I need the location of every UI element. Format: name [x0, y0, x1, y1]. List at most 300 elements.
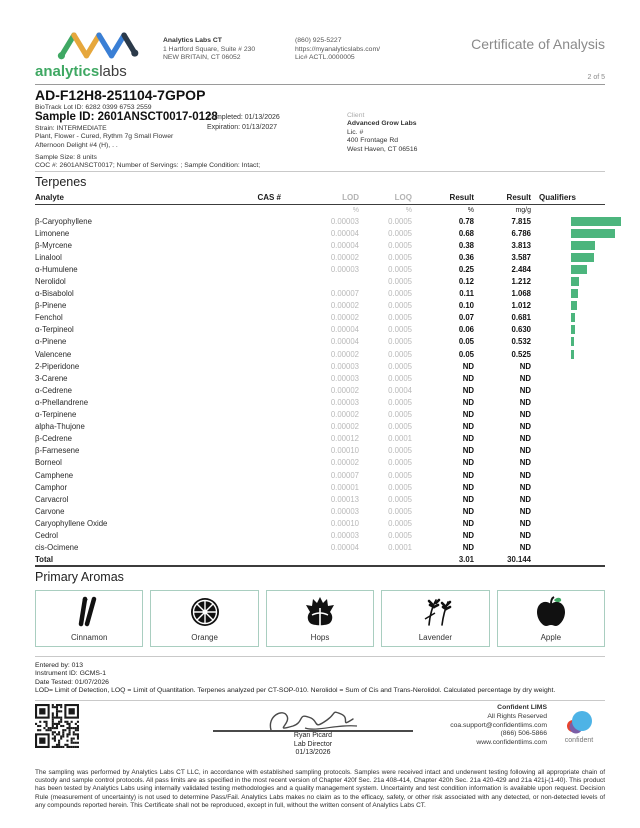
aroma-card-cinnamon: [35, 590, 143, 647]
qualifier-bar: [571, 229, 615, 238]
cell-loq: 0.0005: [388, 301, 412, 311]
cell-result-mgg: ND: [519, 410, 531, 420]
cell-analyte: Linalool: [35, 252, 62, 262]
cell-loq: 0.0005: [388, 494, 412, 504]
cell-qualifiers: [531, 253, 605, 262]
cell-loq: 0.0005: [388, 361, 412, 371]
table-row: [35, 324, 605, 336]
col-analyte: Analyte: [35, 193, 64, 202]
cell-result-pct: ND: [462, 494, 474, 504]
aroma-card-lavender: [381, 590, 489, 647]
cell-qualifiers: [531, 229, 615, 238]
cell-loq: 0.0005: [388, 349, 412, 359]
table-row: [35, 215, 605, 227]
cell-result-pct: ND: [462, 446, 474, 456]
cell-result-mgg: ND: [519, 470, 531, 480]
client-address1: 400 Frontage Rd: [347, 137, 399, 145]
lavender-icon: [415, 591, 455, 633]
client-block: [347, 112, 417, 154]
cell-analyte: α-Pinene: [35, 337, 67, 347]
cell-lod: 0.00013: [330, 494, 359, 504]
qualifier-bar: [571, 217, 621, 226]
cell-lod: 0.00002: [330, 252, 359, 262]
cell-qualifiers: [531, 519, 605, 528]
cell-analyte: α-Humulene: [35, 264, 78, 274]
table-row: [35, 239, 605, 251]
aroma-label: Cinnamon: [70, 632, 108, 642]
cell-result-mgg: 0.532: [511, 337, 531, 347]
cell-loq: 0.0005: [388, 397, 412, 407]
cell-result-mgg: ND: [519, 373, 531, 383]
cell-result-pct: 0.12: [458, 277, 474, 287]
cell-analyte: alpha-Thujone: [35, 422, 85, 432]
aroma-label: Orange: [191, 632, 218, 642]
table-row: [35, 529, 605, 541]
date-tested: Date Tested: 01/07/2026: [35, 678, 109, 686]
cell-loq: 0.0005: [388, 506, 412, 516]
cell-result-pct: ND: [462, 470, 474, 480]
mountain-zigzag-icon: [53, 28, 145, 62]
cell-loq: 0.0001: [388, 434, 412, 444]
cell-loq: 0.0005: [388, 289, 412, 299]
cell-analyte: β-Farnesene: [35, 446, 80, 456]
lab-contact-block: [295, 28, 435, 63]
instrument-id: Instrument ID: GCMS-1: [35, 670, 107, 678]
sample-size: Sample Size: 8 units: [35, 154, 97, 161]
qualifier-bar: [571, 325, 575, 334]
cell-result-pct: ND: [462, 397, 474, 407]
cell-lod: 0.00010: [330, 518, 359, 528]
total-row: [35, 554, 605, 567]
cell-loq: 0.0005: [388, 518, 412, 528]
table-row: [35, 493, 605, 505]
sample-info: [35, 85, 605, 171]
cell-result-pct: 0.25: [458, 264, 474, 274]
cell-analyte: 3-Carene: [35, 373, 68, 383]
cell-result-pct: ND: [462, 530, 474, 540]
cell-analyte: α-Cedrene: [35, 385, 73, 395]
table-row: [35, 409, 605, 421]
brand-wordmark: [35, 63, 163, 80]
confident-logo: [553, 704, 605, 744]
aroma-card-hops: [266, 590, 374, 647]
cell-qualifiers: [531, 313, 605, 322]
qualifier-bar: [571, 265, 587, 274]
client-name: Advanced Grow Labs: [347, 120, 417, 128]
cell-analyte: Fenchol: [35, 313, 63, 323]
cell-analyte: Nerolidol: [35, 277, 66, 287]
cell-analyte: Caryophyllene Oxide: [35, 518, 108, 528]
aroma-cards: [35, 590, 605, 647]
aroma-card-orange: [150, 590, 258, 647]
table-row: [35, 384, 605, 396]
cell-analyte: Cedrol: [35, 530, 58, 540]
table-header: [35, 193, 605, 205]
hops-icon: [303, 591, 337, 633]
qualifier-bar: [571, 301, 577, 310]
cell-lod: 0.00002: [330, 385, 359, 395]
aroma-label: Apple: [540, 632, 562, 642]
entered-by: Entered by: 013: [35, 661, 83, 669]
table-row: [35, 505, 605, 517]
cell-analyte: cis-Ocimene: [35, 543, 79, 553]
table-row: [35, 336, 605, 348]
table-row: [35, 517, 605, 529]
total-label: Total: [35, 554, 54, 564]
brand-analytics: analytics: [35, 63, 100, 80]
table-row: [35, 263, 605, 275]
cell-qualifiers: [531, 265, 605, 274]
qualifier-bar: [571, 289, 578, 298]
certificate-title: Certificate of Analysis: [471, 36, 605, 52]
cell-result-mgg: ND: [519, 506, 531, 516]
units-row: [35, 205, 605, 215]
cell-loq: 0.0005: [388, 264, 412, 274]
cell-lod: 0.00004: [330, 543, 359, 553]
lab-address2: NEW BRITAIN, CT 06052: [163, 54, 241, 62]
cell-analyte: β-Myrcene: [35, 240, 72, 250]
cell-result-pct: 0.11: [459, 289, 474, 299]
cell-qualifiers: [531, 434, 605, 443]
cell-result-pct: ND: [462, 458, 474, 468]
batch-code: AD-F12H8-251104-7GPOP: [35, 87, 206, 103]
cell-result-mgg: ND: [519, 543, 531, 553]
cell-qualifiers: [531, 422, 605, 431]
cell-qualifiers: [531, 350, 605, 359]
cell-loq: 0.0005: [388, 252, 412, 262]
cell-result-pct: 0.05: [458, 349, 474, 359]
cell-result-mgg: 0.525: [511, 349, 531, 359]
unit-lod: %: [352, 206, 359, 214]
cell-lod: 0.00004: [330, 240, 359, 250]
cell-loq: 0.0005: [388, 240, 412, 250]
cell-loq: 0.0005: [388, 530, 412, 540]
orange-icon: [188, 591, 222, 633]
cell-result-mgg: ND: [519, 361, 531, 371]
matrix: Plant, Flower - Cured, Rythm 7g Small Flower: [35, 133, 174, 141]
table-row: [35, 348, 605, 360]
cell-result-mgg: ND: [519, 530, 531, 540]
cell-analyte: β-Caryophyllene: [35, 216, 92, 226]
sample-dates: [207, 113, 280, 133]
cell-result-mgg: 0.630: [511, 325, 531, 335]
table-row: [35, 542, 605, 554]
signer-date: 01/13/2026: [295, 749, 331, 757]
cell-result-mgg: ND: [519, 422, 531, 432]
cell-result-mgg: ND: [519, 434, 531, 444]
cell-qualifiers: [531, 374, 605, 383]
confident-logo-icon: [564, 710, 594, 736]
table-row: [35, 421, 605, 433]
qualifier-bar: [571, 337, 574, 346]
definitions-note: LOD= Limit of Detection, LOQ = Limit of Quantitation. Terpenes analyzed per CT-SOP-010. Nerolidol = Sum of Cis and Trans-Nerolidol. Calculated percentage by dry weight.: [35, 687, 556, 695]
cell-qualifiers: [531, 362, 605, 371]
cell-result-mgg: 1.212: [511, 277, 531, 287]
cell-analyte: Camphene: [35, 470, 74, 480]
client-label: Client: [347, 112, 365, 119]
cell-lod: 0.00003: [330, 216, 359, 226]
certificate-block: [435, 28, 605, 81]
col-loq: LOQ: [394, 193, 412, 202]
cell-qualifiers: [531, 289, 605, 298]
col-qualifiers: Qualifiers: [539, 193, 576, 202]
cell-qualifiers: [531, 483, 605, 492]
lims-email-link[interactable]: coa.support@confidentlims.com: [450, 721, 547, 729]
aroma-label: Hops: [310, 632, 330, 642]
cell-result-pct: ND: [462, 543, 474, 553]
aroma-card-apple: [497, 590, 605, 647]
lims-name: Confident LIMS: [497, 704, 547, 711]
qualifier-bar: [571, 253, 594, 262]
client-address2: West Haven, CT 06516: [347, 145, 418, 153]
cell-result-mgg: 7.815: [511, 216, 531, 226]
cell-result-pct: ND: [462, 434, 474, 444]
cell-loq: 0.0004: [388, 385, 412, 395]
cell-lod: 0.00001: [330, 482, 359, 492]
table-row: [35, 457, 605, 469]
cell-loq: 0.0005: [388, 313, 412, 323]
cell-lod: 0.00004: [330, 228, 359, 238]
cell-result-pct: 0.05: [458, 337, 474, 347]
cell-qualifiers: [531, 301, 605, 310]
cell-loq: 0.0005: [388, 458, 412, 468]
cell-analyte: Carvone: [35, 506, 65, 516]
cell-qualifiers: [531, 398, 605, 407]
header: [35, 28, 605, 84]
unit-result-mgg: mg/g: [515, 206, 531, 214]
cell-result-mgg: ND: [519, 385, 531, 395]
cell-result-pct: ND: [462, 385, 474, 395]
cell-lod: 0.00003: [330, 530, 359, 540]
cell-qualifiers: [531, 337, 605, 346]
lab-license: Lic# ACTL.0000005: [295, 54, 355, 62]
lab-name: Analytics Labs CT: [163, 37, 222, 44]
strain: Strain: INTERMEDIATE: [35, 125, 107, 132]
cell-lod: 0.00003: [330, 506, 359, 516]
table-row: [35, 251, 605, 263]
cell-result-pct: 0.36: [458, 252, 474, 262]
cell-qualifiers: [531, 410, 605, 419]
table-row: [35, 481, 605, 493]
cell-result-pct: ND: [462, 361, 474, 371]
cell-result-mgg: 3.813: [511, 240, 531, 250]
cell-qualifiers: [531, 217, 621, 226]
table-row: [35, 396, 605, 408]
cell-analyte: α-Phellandrene: [35, 397, 89, 407]
cell-qualifiers: [531, 446, 605, 455]
signature-block: [199, 704, 427, 758]
unit-loq: %: [405, 206, 412, 214]
lab-address-block: [163, 28, 295, 63]
cell-lod: 0.00002: [330, 410, 359, 420]
cell-result-mgg: 6.786: [511, 228, 531, 238]
cell-qualifiers: [531, 277, 605, 286]
coc-number: COC #: 2601ANSCT0017; Number of Servings: ; Sample Condition: Intact;: [35, 162, 261, 170]
cell-lod: 0.00012: [330, 434, 359, 444]
cell-loq: 0.0005: [388, 373, 412, 383]
cell-result-pct: ND: [462, 422, 474, 432]
signer-title: Lab Director: [293, 740, 333, 748]
cell-lod: 0.00004: [330, 337, 359, 347]
col-cas: CAS #: [257, 193, 281, 202]
cell-qualifiers: [531, 325, 605, 334]
cell-result-mgg: 1.068: [511, 289, 531, 299]
cell-result-pct: 0.10: [458, 301, 474, 311]
cell-result-mgg: 0.681: [511, 313, 531, 323]
cell-loq: 0.0005: [388, 470, 412, 480]
cell-qualifiers: [531, 495, 605, 504]
cell-analyte: α-Bisabolol: [35, 289, 74, 299]
cell-analyte: β-Pinene: [35, 301, 67, 311]
cell-analyte: 2-Piperidone: [35, 361, 80, 371]
unit-result-pct: %: [467, 206, 474, 214]
cell-result-pct: ND: [462, 482, 474, 492]
table-row: [35, 227, 605, 239]
cell-lod: 0.00003: [330, 361, 359, 371]
lims-rights: All Rights Reserved: [487, 712, 547, 720]
table-row: [35, 275, 605, 287]
table-row: [35, 312, 605, 324]
cell-result-mgg: ND: [519, 494, 531, 504]
footer-notes: [35, 657, 605, 700]
cell-loq: 0.0005: [388, 228, 412, 238]
product-name: Afternoon Delight #4 (H), . .: [35, 141, 118, 149]
cell-result-pct: ND: [462, 506, 474, 516]
cell-qualifiers: [531, 507, 605, 516]
cell-lod: 0.00002: [330, 458, 359, 468]
lims-block: [427, 704, 547, 748]
cell-result-pct: ND: [462, 410, 474, 420]
cell-qualifiers: [531, 458, 605, 467]
cell-lod: 0.00010: [330, 446, 359, 456]
total-result-pct: 3.01: [458, 554, 474, 564]
aromas-section-title: Primary Aromas: [35, 569, 124, 584]
lab-website-link[interactable]: https://myanalyticslabs.com/: [295, 45, 380, 53]
apple-icon: [534, 591, 568, 633]
client-license: Lic. #: [347, 128, 364, 136]
sample-size-block: [35, 154, 260, 171]
cell-loq: 0.0001: [388, 543, 412, 553]
sample-id: Sample ID: 2601ANSCT0017-0128: [35, 111, 218, 123]
page-number: 2 of 5: [587, 74, 605, 81]
cell-loq: 0.0005: [388, 325, 412, 335]
lab-address1: 1 Hartford Square, Suite # 230: [163, 45, 256, 53]
cell-qualifiers: [531, 531, 605, 540]
cell-analyte: α-Terpineol: [35, 325, 74, 335]
cell-result-pct: 0.07: [458, 313, 474, 323]
cell-lod: 0.00002: [330, 313, 359, 323]
cell-analyte: Valencene: [35, 349, 72, 359]
table-row: [35, 360, 605, 372]
table-row: [35, 288, 605, 300]
signer-name: Ryan Picard: [293, 732, 333, 739]
cell-result-mgg: ND: [519, 446, 531, 456]
cell-result-mgg: ND: [519, 397, 531, 407]
cell-analyte: Carvacrol: [35, 494, 69, 504]
cell-loq: 0.0005: [388, 446, 412, 456]
cell-lod: 0.00007: [330, 289, 359, 299]
cinnamon-icon: [72, 591, 106, 633]
cell-lod: 0.00002: [330, 422, 359, 432]
cell-loq: 0.0005: [388, 277, 412, 287]
col-lod: LOD: [342, 193, 359, 202]
cell-lod: 0.00002: [330, 301, 359, 311]
table-row: [35, 433, 605, 445]
cell-lod: 0.00003: [330, 373, 359, 383]
qr-code: [35, 704, 79, 748]
lab-phone: (860) 925-5227: [295, 37, 342, 44]
aroma-label: Lavender: [418, 632, 453, 642]
cell-lod: 0.00002: [330, 349, 359, 359]
col-result-pct: Result: [449, 193, 474, 202]
cell-result-mgg: 1.012: [511, 301, 531, 311]
terpenes-section-title: Terpenes: [35, 175, 87, 189]
cell-loq: 0.0005: [388, 216, 412, 226]
cell-analyte: α-Terpinene: [35, 410, 77, 420]
cell-loq: 0.0005: [388, 422, 412, 432]
qualifier-bar: [571, 350, 574, 359]
terpene-rows: [35, 215, 605, 554]
cell-loq: 0.0005: [388, 482, 412, 492]
lims-phone: (866) 506-5866: [500, 730, 547, 738]
biotrack-lot-id: BioTrack Lot ID: 6282 0399 6753 2559: [35, 104, 152, 111]
cell-result-pct: 0.68: [458, 228, 474, 238]
cell-qualifiers: [531, 241, 605, 250]
cell-analyte: Camphor: [35, 482, 68, 492]
cell-analyte: Borneol: [35, 458, 62, 468]
lims-website-link[interactable]: www.confidentlims.com: [476, 739, 547, 747]
cell-qualifiers: [531, 543, 605, 552]
cell-qualifiers: [531, 471, 605, 480]
table-row: [35, 469, 605, 481]
cell-result-mgg: 3.587: [511, 252, 531, 262]
cell-lod: 0.00007: [330, 470, 359, 480]
cell-result-pct: 0.78: [458, 216, 474, 226]
completed-date: Completed: 01/13/2026: [207, 114, 280, 121]
cell-analyte: Limonene: [35, 228, 70, 238]
cell-lod: 0.00003: [330, 397, 359, 407]
cell-lod: 0.00003: [330, 264, 359, 274]
disclaimer-text: The sampling was performed by Analytics Labs CT LLC, in accordance with established sampling protocols. Samples were received intact and underwent testing following all appropriate chain of custody and sample control protocols. All pass limits are as specified in the most recent version of Chapter 420f Sec. 21a 408-414, Chapter 420h Sec. 21a 420-429 and 21a 421j-(1-40). This product has been tested by Analytics Labs using internally validated testing methodologies and a quality management system. Uncertainty and test condition information is available upon request. Decision Rule (measurement of uncertainty) is not used to determine Pass/Fail. Analytics Labs makes no claim as to the efficacy, safety, or other risk associated with any detected, or non-detected levels of any compounds reported herein. This Certificate shall not be reproduced, except in full, without the written consent of Analytics Labs CT.: [35, 769, 605, 809]
table-row: [35, 300, 605, 312]
total-result-mgg: 30.144: [507, 554, 531, 564]
cell-result-mgg: ND: [519, 458, 531, 468]
qualifier-bar: [571, 241, 595, 250]
lab-logo: [35, 28, 163, 80]
brand-labs: labs: [99, 63, 127, 80]
cell-result-pct: 0.06: [458, 325, 474, 335]
confident-logo-text: confident: [564, 737, 594, 744]
cell-result-pct: ND: [462, 518, 474, 528]
cell-result-pct: 0.38: [458, 240, 474, 250]
cell-result-pct: ND: [462, 373, 474, 383]
cell-result-mgg: 2.484: [511, 264, 531, 274]
cell-loq: 0.0005: [388, 410, 412, 420]
cell-qualifiers: [531, 386, 605, 395]
cell-lod: 0.00004: [330, 325, 359, 335]
cell-loq: 0.0005: [388, 337, 412, 347]
strain-block: [35, 125, 173, 150]
expiration-date: Expiration: 01/13/2027: [207, 124, 278, 131]
table-row: [35, 445, 605, 457]
qualifier-bar: [571, 277, 579, 286]
cell-result-mgg: ND: [519, 518, 531, 528]
signature-row: [35, 701, 605, 763]
col-result-mgg: Result: [506, 193, 531, 202]
cell-analyte: β-Cedrene: [35, 434, 72, 444]
qualifier-bar: [571, 313, 575, 322]
table-row: [35, 372, 605, 384]
